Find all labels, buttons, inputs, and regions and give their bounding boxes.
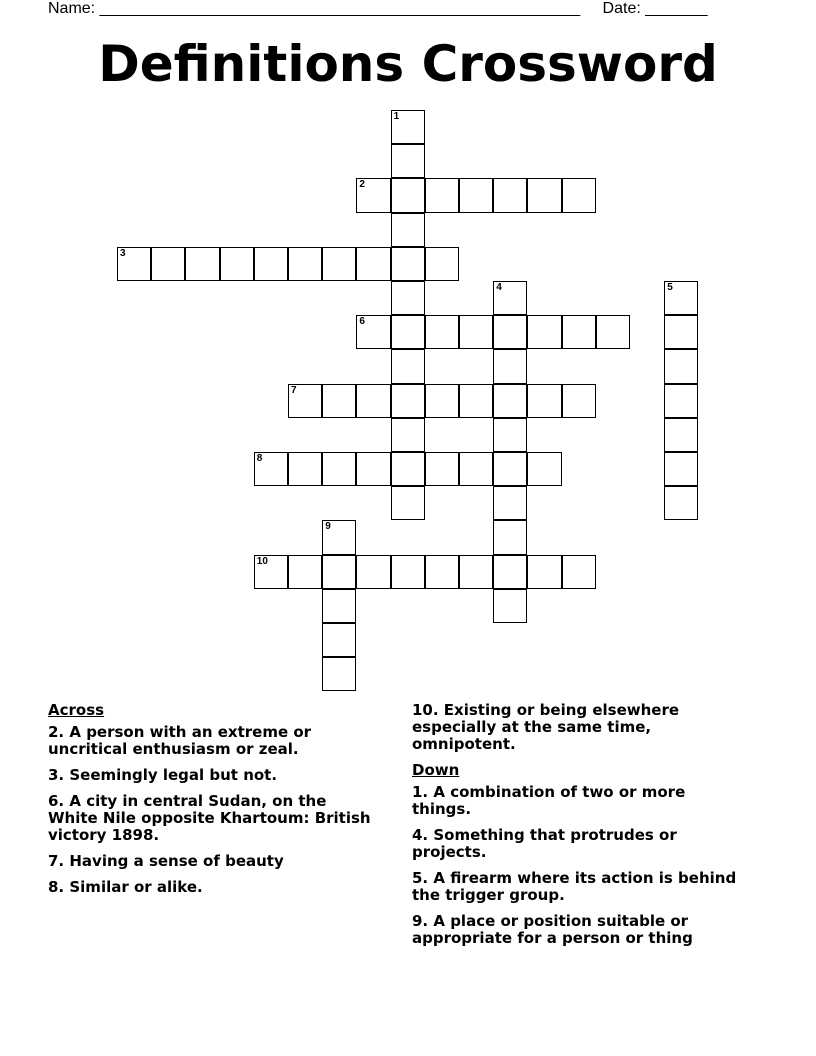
grid-cell[interactable] <box>391 384 425 418</box>
clue-item-text: A firearm where its action is behind the trigger group. <box>412 869 737 904</box>
grid-cell[interactable] <box>562 178 596 212</box>
clue-number: 7 <box>291 384 297 396</box>
grid-cell[interactable] <box>527 555 561 589</box>
grid-cell[interactable] <box>254 452 288 486</box>
grid-cell[interactable] <box>664 486 698 520</box>
name-field-label: Name: ______________________________________________________ <box>48 0 581 17</box>
grid-cell[interactable] <box>527 452 561 486</box>
grid-cell[interactable] <box>493 384 527 418</box>
grid-cell[interactable] <box>288 247 322 281</box>
clue-item-text: Something that protrudes or projects. <box>412 826 677 861</box>
grid-cell[interactable] <box>493 315 527 349</box>
grid-cell[interactable] <box>322 589 356 623</box>
grid-cell[interactable] <box>391 452 425 486</box>
clue-number: 4 <box>496 282 502 293</box>
clue-item <box>48 853 378 870</box>
grid-cell[interactable] <box>356 315 390 349</box>
grid-cell[interactable] <box>356 384 390 418</box>
clue-item <box>412 827 742 861</box>
grid-cell[interactable] <box>322 247 356 281</box>
grid-cell[interactable] <box>425 555 459 589</box>
page-title: Definitions Crossword <box>98 35 718 93</box>
clue-number: 9 <box>325 521 331 533</box>
clue-item <box>412 870 742 904</box>
grid-cell[interactable] <box>562 384 596 418</box>
grid-cell[interactable] <box>425 247 459 281</box>
grid-cell[interactable] <box>459 315 493 349</box>
clue-item-text: Seemingly legal but not. <box>64 766 278 784</box>
clue-item-number: 4. <box>412 826 429 844</box>
clue-item-number: 3. <box>48 766 65 784</box>
clue-item-text: A city in central Sudan, on the White Nile opposite Khartoum: British victory 1898. <box>48 792 371 844</box>
clue-item-text: Existing or being elsewhere especially at the same time, omnipotent. <box>412 701 680 753</box>
grid-cell[interactable] <box>493 520 527 554</box>
grid-cell[interactable] <box>117 247 151 281</box>
clue-item-text: Having a sense of beauty <box>64 852 284 870</box>
grid-cell[interactable] <box>493 452 527 486</box>
grid-cell[interactable] <box>527 178 561 212</box>
grid-cell[interactable] <box>322 520 356 554</box>
clue-item <box>48 793 378 844</box>
grid-cell[interactable] <box>664 384 698 418</box>
clue-item-number: 6. <box>48 792 65 810</box>
grid-cell[interactable] <box>527 315 561 349</box>
clue-number: 5 <box>667 282 673 293</box>
clue-item <box>48 767 378 784</box>
grid-cell[interactable] <box>391 144 425 178</box>
clue-item-text: Similar or alike. <box>64 878 203 896</box>
grid-cell[interactable] <box>391 418 425 452</box>
grid-cell[interactable] <box>288 384 322 418</box>
grid-cell[interactable] <box>493 418 527 452</box>
grid-cell[interactable] <box>356 178 390 212</box>
grid-cell[interactable] <box>562 555 596 589</box>
grid-cell[interactable] <box>391 315 425 349</box>
grid-cell[interactable] <box>459 178 493 212</box>
grid-cell[interactable] <box>254 247 288 281</box>
grid-cell[interactable] <box>391 213 425 247</box>
grid-cell[interactable] <box>493 349 527 383</box>
grid-cell[interactable] <box>664 281 698 315</box>
across-heading: Across <box>48 701 105 719</box>
down-heading: Down <box>412 761 460 779</box>
grid-cell[interactable] <box>459 555 493 589</box>
grid-cell[interactable] <box>391 555 425 589</box>
clue-item <box>412 913 742 947</box>
grid-cell[interactable] <box>664 418 698 452</box>
grid-cell[interactable] <box>220 247 254 281</box>
grid-cell[interactable] <box>391 110 425 144</box>
clue-number: 1 <box>393 111 400 122</box>
clue-item <box>412 784 742 818</box>
grid-cell[interactable] <box>425 384 459 418</box>
clue-item-number: 1. <box>412 783 429 801</box>
grid-cell[interactable] <box>356 555 390 589</box>
grid-cell[interactable] <box>356 452 390 486</box>
grid-cell[interactable] <box>425 178 459 212</box>
grid-cell[interactable] <box>288 452 322 486</box>
grid-cell[interactable] <box>493 589 527 623</box>
grid-cell[interactable] <box>493 486 527 520</box>
clue-number: 2 <box>359 179 365 191</box>
grid-cell[interactable] <box>664 452 698 486</box>
clue-item-number: 8. <box>48 878 65 896</box>
grid-cell[interactable] <box>459 384 493 418</box>
grid-cell[interactable] <box>356 247 390 281</box>
grid-cell[interactable] <box>322 384 356 418</box>
grid-cell[interactable] <box>185 247 219 281</box>
clue-number: 8 <box>256 453 263 464</box>
grid-cell[interactable] <box>664 349 698 383</box>
grid-cell[interactable] <box>322 623 356 657</box>
clue-item-number: 9. <box>412 912 429 930</box>
clue-item-text: A place or position suitable or appropriate for a person or thing <box>412 912 693 947</box>
clue-number: 6 <box>359 316 365 328</box>
grid-cell[interactable] <box>322 657 356 691</box>
grid-cell[interactable] <box>493 281 527 315</box>
grid-cell[interactable] <box>459 452 493 486</box>
grid-cell[interactable] <box>391 486 425 520</box>
grid-cell[interactable] <box>391 349 425 383</box>
grid-cell[interactable] <box>493 178 527 212</box>
grid-cell[interactable] <box>425 315 459 349</box>
grid-cell[interactable] <box>254 555 288 589</box>
clue-item-number: 10. <box>412 701 439 719</box>
grid-cell[interactable] <box>664 315 698 349</box>
clue-item-number: 2. <box>48 723 65 741</box>
clue-number: 3 <box>120 247 126 259</box>
grid-cell[interactable] <box>391 281 425 315</box>
grid-cell[interactable] <box>322 452 356 486</box>
grid-cell[interactable] <box>596 315 630 349</box>
grid-cell[interactable] <box>527 384 561 418</box>
grid-cell[interactable] <box>425 452 459 486</box>
clue-number: 10 <box>256 555 268 567</box>
date-field-label: Date: _______ <box>602 0 708 17</box>
clues-column-left <box>48 702 378 905</box>
clue-item <box>48 879 378 896</box>
grid-cell[interactable] <box>322 555 356 589</box>
clue-item-number: 5. <box>412 869 429 887</box>
clue-item <box>48 724 378 758</box>
clue-item-text: A person with an extreme or uncritical enthusiasm or zeal. <box>48 723 312 758</box>
clues-column-right <box>412 702 742 956</box>
clue-item-number: 7. <box>48 852 65 870</box>
clue-item-text: A combination of two or more things. <box>412 783 686 818</box>
grid-cell[interactable] <box>151 247 185 281</box>
grid-cell[interactable] <box>391 247 425 281</box>
clue-item <box>412 702 742 753</box>
grid-cell[interactable] <box>562 315 596 349</box>
grid-cell[interactable] <box>288 555 322 589</box>
grid-cell[interactable] <box>493 555 527 589</box>
grid-cell[interactable] <box>391 178 425 212</box>
